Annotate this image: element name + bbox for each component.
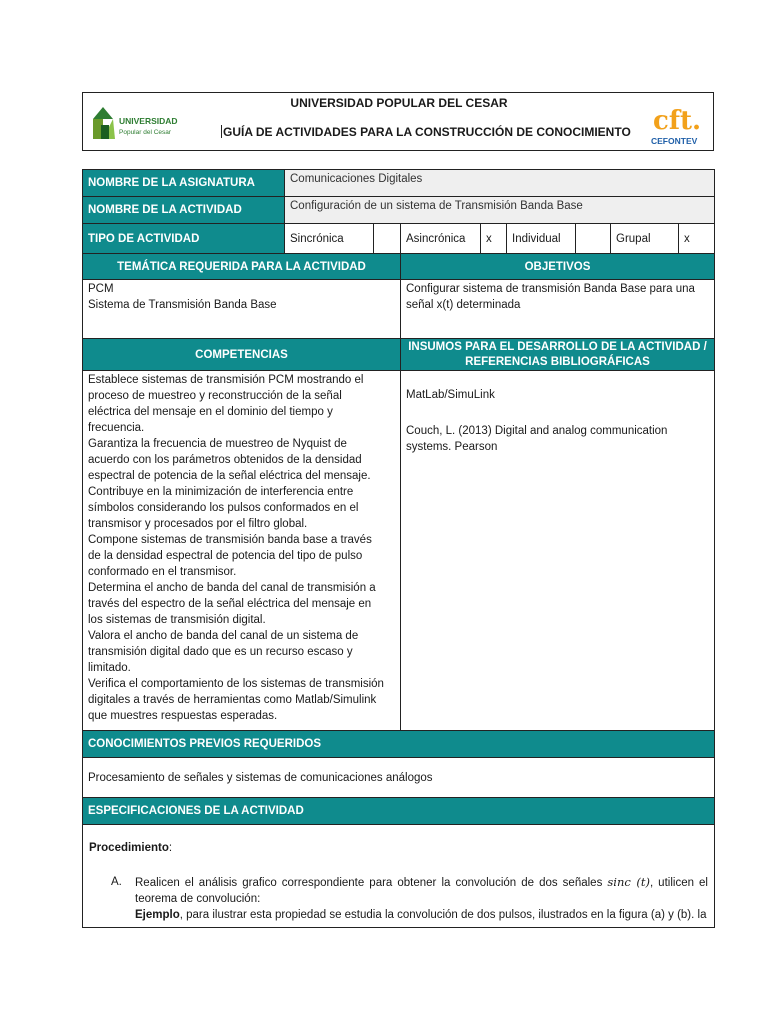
procedure-label: Procedimiento: [89, 842, 169, 854]
async-label: Asincrónica: [401, 224, 481, 254]
university-title: UNIVERSIDAD POPULAR DEL CESAR: [290, 96, 508, 110]
prior-knowledge-heading: CONOCIMIENTOS PREVIOS REQUERIDOS: [83, 731, 715, 758]
competency-item: Garantiza la frecuencia de muestreo de Nyquist de acuerdo con los parámetros obtenidos de la densidad espectral de potencia de la señal eléctrica del mensaje.: [88, 438, 371, 482]
logo-text-line2: Popular del Cesar: [119, 129, 172, 136]
competencies-heading: COMPETENCIAS: [83, 339, 401, 371]
guide-title: [221, 125, 631, 139]
individual-label: Individual: [507, 224, 576, 254]
content-table: [82, 253, 715, 928]
activity-label: NOMBRE DE LA ACTIVIDAD: [83, 197, 285, 224]
item-letter: A.: [111, 876, 122, 888]
example-text: , para ilustrar esta propiedad se estudia la convolución de dos pulsos, ilustrados en la figura (a) y (b). la: [179, 909, 707, 921]
logo-mark: cft.: [653, 106, 702, 136]
sync-label: Sincrónica: [285, 224, 374, 254]
specs-heading: ESPECIFICACIONES DE LA ACTIVIDAD: [83, 798, 715, 825]
group-mark: x: [679, 224, 715, 254]
inputs-cell: [401, 371, 715, 731]
logo-name: CEFONTEV: [651, 136, 698, 146]
topics-cell: [83, 280, 401, 339]
competency-item: Valora el ancho de banda del canal de un sistema de transmisión digital dado que es un recurso escaso y limitado.: [88, 630, 359, 674]
competency-item: Contribuye en la minimización de interferencia entre símbolos considerando los pulsos conformados en el transmisor y procesados por el filtro global.: [88, 486, 359, 530]
text-cursor: [221, 125, 222, 138]
activity-type-label: TIPO DE ACTIVIDAD: [83, 224, 285, 254]
topic-item: PCM: [88, 283, 114, 295]
async-mark: x: [481, 224, 507, 254]
procedure-item-a: [89, 874, 708, 923]
group-label: Grupal: [611, 224, 679, 254]
prior-knowledge-text: Procesamiento de señales y sistemas de comunicaciones análogos: [83, 758, 715, 798]
topic-item: Sistema de Transmisión Banda Base: [88, 299, 277, 311]
procedure-title: [89, 840, 708, 856]
activity-value: Configuración de un sistema de Transmisión Banda Base: [285, 197, 715, 224]
guide-title-text: GUÍA DE ACTIVIDADES PARA LA CONSTRUCCIÓN DE CONOCIMIENTO: [223, 125, 631, 139]
subject-value: Comunicaciones Digitales: [285, 170, 715, 197]
sync-mark: [374, 224, 401, 254]
competencies-cell: [83, 371, 401, 731]
objectives-heading: OBJETIVOS: [401, 254, 715, 280]
input-reference: Couch, L. (2013) Digital and analog communication systems. Pearson: [406, 425, 668, 453]
competency-item: Verifica el comportamiento de los sistemas de transmisión digitales a través de herramientas como Matlab/Simulink que muestres respuestas esperadas.: [88, 678, 384, 722]
individual-mark: [576, 224, 611, 254]
competency-item: Establece sistemas de transmisión PCM mostrando el proceso de muestreo y reconstrucción de la señal eléctrica del mensaje en el dominio del tiempo y frecuencia.: [88, 374, 364, 434]
topics-heading: TEMÁTICA REQUERIDA PARA LA ACTIVIDAD: [83, 254, 401, 280]
item-math: sinc (t): [607, 875, 650, 889]
example-label: Ejemplo: [135, 909, 180, 921]
activity-info-table: [82, 169, 715, 254]
document-header: [82, 92, 714, 151]
inputs-heading: INSUMOS PARA EL DESARROLLO DE LA ACTIVIDAD / REFERENCIAS BIBLIOGRÁFICAS: [401, 339, 715, 371]
objectives-text: Configurar sistema de transmisión Banda Base para una señal x(t) determinada: [401, 280, 715, 339]
item-text-after: , utilicen el teorema de convolución:: [135, 877, 708, 905]
cefontev-logo: [649, 99, 709, 147]
competency-item: Compone sistemas de transmisión banda base a través de la densidad espectral de potencia del tipo de pulso conformado en el transmisor.: [88, 534, 372, 578]
item-text-before: Realicen el análisis grafico correspondiente para obtener la convolución de dos señales: [135, 877, 603, 889]
cft-logo-icon: [649, 99, 709, 147]
input-tool: MatLab/SimuLink: [406, 389, 495, 401]
subject-label: NOMBRE DE LA ASIGNATURA: [83, 170, 285, 197]
logo-text-line1: UNIVERSIDAD: [119, 116, 178, 126]
procedure-colon: :: [168, 842, 173, 854]
specs-body: [83, 825, 715, 928]
item-body: [135, 874, 708, 923]
competency-item: Determina el ancho de banda del canal de transmisión a través del espectro de la señal eléctrica del mensaje en los sistemas de transmisión digital.: [88, 582, 376, 626]
